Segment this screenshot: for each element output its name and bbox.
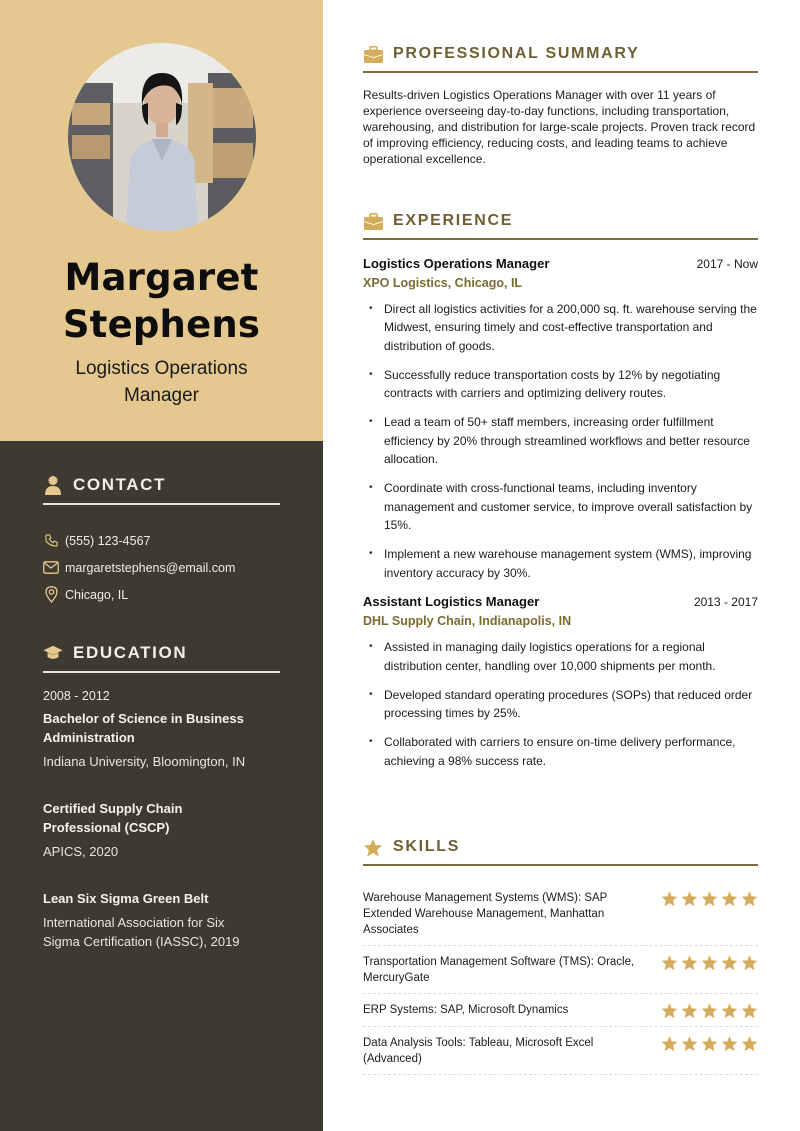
star-icon — [661, 954, 678, 971]
name-first: Margaret — [64, 256, 259, 299]
star-icon — [741, 954, 758, 971]
briefcase-icon — [363, 211, 383, 231]
location-value: Chicago, IL — [65, 587, 129, 602]
skill-rating — [661, 890, 758, 907]
skill-rating — [661, 954, 758, 971]
job-entry — [363, 594, 758, 770]
job-dates: 2013 - 2017 — [693, 595, 758, 609]
contact-location — [43, 581, 280, 608]
profile-photo — [68, 43, 256, 231]
edu-2-degree — [43, 799, 280, 837]
summary-section — [363, 41, 758, 167]
skill-name: Transportation Management Software (TMS): Oracle, MercuryGate — [363, 955, 635, 984]
job-role: Assistant Logistics Manager — [363, 594, 540, 609]
skill-row — [363, 994, 758, 1027]
contact-title: CONTACT — [73, 475, 167, 494]
job-bullets — [363, 638, 758, 770]
experience-divider — [363, 238, 758, 240]
edu-1-dates: 2008 - 2012 — [43, 689, 110, 703]
summary-heading — [363, 41, 758, 67]
star-icon — [701, 1035, 718, 1052]
edu-1-degree-line-2: Administration — [43, 730, 135, 745]
skills-section — [363, 834, 758, 1075]
edu-2-degree-line-2: Professional (CSCP) — [43, 820, 170, 835]
user-icon — [43, 475, 63, 495]
contact-phone[interactable] — [43, 527, 280, 554]
skill-name: Warehouse Management Systems (WMS): SAP Extended Warehouse Management, Manhattan Associates — [363, 891, 608, 936]
contact-heading — [43, 472, 280, 498]
edu-3-school-line-2: Sigma Certification (IASSC), 2019 — [43, 934, 240, 949]
summary-text: Results-driven Logistics Operations Manager with over 11 years of experience overseeing day-to-day functions, including transportation, warehousing, and distribution for large-scale projects. Proven track record of improving efficiency, reducing costs, and leading teams to achieve operational excellence. — [363, 87, 756, 166]
job-bullets — [363, 300, 758, 583]
star-icon — [701, 954, 718, 971]
contact-section — [43, 472, 280, 608]
skills-title: SKILLS — [393, 838, 461, 855]
email-value: margaretstephens@email.com — [65, 560, 236, 575]
education-divider — [43, 671, 280, 673]
job-company: DHL Supply Chain, Indianapolis, IN — [363, 614, 572, 628]
location-pin-icon — [43, 587, 59, 603]
skill-row — [363, 946, 758, 994]
star-icon — [681, 890, 698, 907]
edu-1-school: Indiana University, Bloomington, IN — [43, 754, 246, 769]
job-dates: 2017 - Now — [696, 256, 758, 271]
job-bullet: • Developed standard operating procedures (SOPs) that reduced order processing times by 25%. — [363, 686, 758, 723]
star-icon — [741, 1002, 758, 1019]
sidebar — [0, 0, 323, 1131]
experience-title: EXPERIENCE — [393, 212, 514, 229]
star-icon — [363, 837, 383, 857]
skills-divider — [363, 864, 758, 866]
title-line-1: Logistics Operations — [75, 358, 248, 379]
star-icon — [681, 954, 698, 971]
star-icon — [741, 890, 758, 907]
star-icon — [701, 1002, 718, 1019]
skills-heading — [363, 834, 758, 860]
star-icon — [661, 890, 678, 907]
title-line-2: Manager — [124, 385, 199, 406]
job-bullet: • Successfully reduce transportation costs by 12% by negotiating contracts with carriers and optimizing delivery routes. — [363, 366, 758, 403]
star-icon — [681, 1035, 698, 1052]
candidate-title — [40, 355, 283, 409]
star-icon — [661, 1002, 678, 1019]
education-section — [43, 640, 280, 951]
edu-3-school — [43, 913, 280, 951]
star-icon — [681, 1002, 698, 1019]
star-icon — [721, 1002, 738, 1019]
star-icon — [721, 954, 738, 971]
summary-title: PROFESSIONAL SUMMARY — [393, 45, 640, 62]
skill-name: Data Analysis Tools: Tableau, Microsoft Excel (Advanced) — [363, 1036, 594, 1065]
skill-row — [363, 1027, 758, 1075]
job-entry — [363, 256, 758, 583]
edu-3-degree: Lean Six Sigma Green Belt — [43, 891, 209, 906]
job-role: Logistics Operations Manager — [363, 255, 550, 271]
candidate-name — [0, 254, 323, 348]
job-bullet: • Direct all logistics activities for a 200,000 sq. ft. warehouse serving the Midwest, ensuring timely and cost-effective transportation and distribution of goods. — [363, 300, 758, 356]
job-bullet: • Lead a team of 50+ staff members, increasing order fulfillment efficiency by 20% through streamlined workflows and better resource allocation. — [363, 413, 758, 469]
edu-2-degree-line-1: Certified Supply Chain — [43, 801, 183, 816]
job-bullet: • Implement a new warehouse management system (WMS), improving inventory accuracy by 30%. — [363, 545, 758, 582]
summary-divider — [363, 71, 758, 73]
education-heading — [43, 640, 280, 666]
edu-1-degree — [43, 709, 280, 747]
star-icon — [721, 890, 738, 907]
edu-2-school: APICS, 2020 — [43, 844, 119, 859]
job-bullet: • Coordinate with cross-functional teams, including inventory management and customer service, to improve overall satisfaction by 15%. — [363, 479, 758, 535]
job-bullet: • Assisted in managing daily logistics operations for a regional distribution center, handling over 10,000 shipments per month. — [363, 638, 758, 675]
star-icon — [701, 890, 718, 907]
phone-icon — [43, 533, 59, 549]
skill-rating — [661, 1035, 758, 1052]
skill-row — [363, 882, 758, 946]
experience-heading — [363, 208, 758, 234]
star-icon — [721, 1035, 738, 1052]
name-last: Stephens — [62, 303, 261, 346]
mail-icon — [43, 560, 59, 576]
star-icon — [661, 1035, 678, 1052]
contact-email[interactable] — [43, 554, 280, 581]
graduation-cap-icon — [43, 643, 63, 663]
briefcase-icon — [363, 44, 383, 64]
job-company: XPO Logistics, Chicago, IL — [363, 275, 523, 290]
edu-1-degree-line-1: Bachelor of Science in Business — [43, 711, 244, 726]
phone-value: (555) 123-4567 — [65, 533, 151, 548]
job-bullet: • Collaborated with carriers to ensure on-time delivery performance, achieving a 98% success rate. — [363, 733, 758, 770]
experience-section — [363, 208, 758, 781]
skill-rating — [661, 1002, 758, 1019]
star-icon — [741, 1035, 758, 1052]
edu-3-school-line-1: International Association for Six — [43, 915, 225, 930]
skill-name: ERP Systems: SAP, Microsoft Dynamics — [363, 1003, 569, 1016]
education-title: EDUCATION — [73, 643, 188, 662]
